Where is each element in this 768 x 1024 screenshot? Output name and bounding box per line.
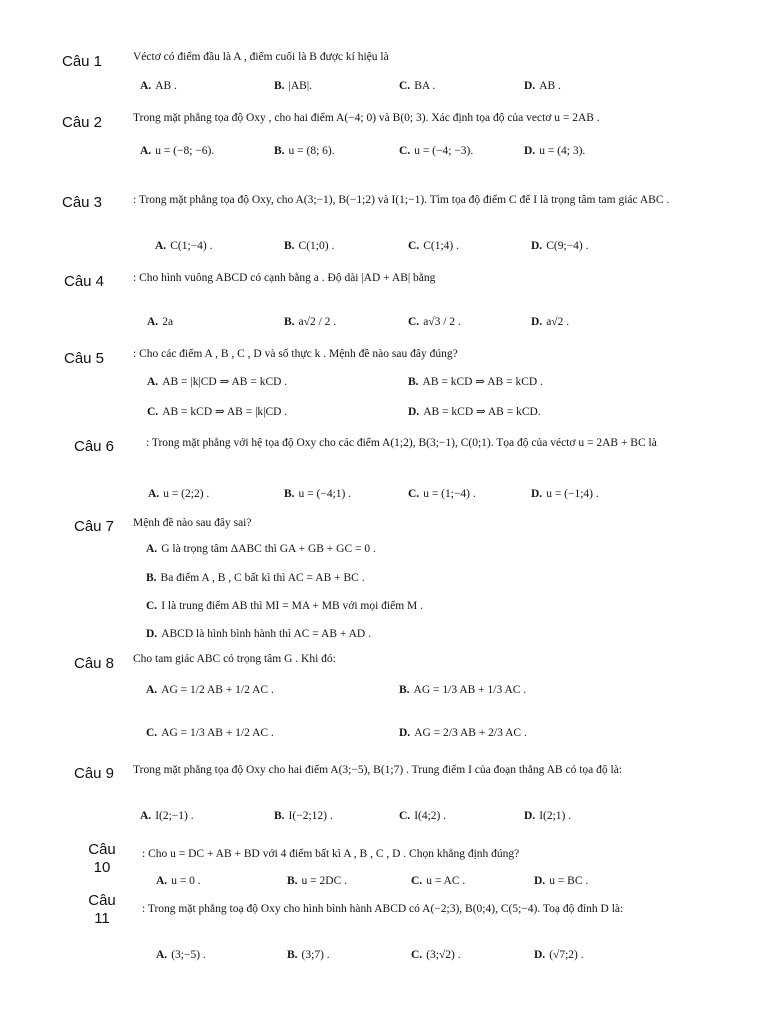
option-d: D. ABCD là hình bình hành thì AC = AB + AD . [146,628,371,640]
option-d: D. AB = kCD ⇒ AB = kCD. [408,406,541,418]
option-a: A. 2a [147,316,174,328]
option-d: D. I(2;1) . [524,810,572,822]
option-b: B. C(1;0) . [284,240,335,252]
option-a: A. u = (−8; −6). [140,145,215,157]
option-c: C. I là trung điểm AB thì MI = MA + MB với mọi điểm M . [146,600,424,612]
question-stem: Trong mặt phẳng tọa độ Oxy , cho hai điểm A(−4; 0) và B(0; 3). Xác định tọa độ của vectơ u = 2AB . [133,112,600,124]
option-c: C. I(4;2) . [399,810,447,822]
option-a: A. u = (2;2) . [148,488,210,500]
option-c: C. u = (1;−4) . [408,488,476,500]
option-a: A. C(1;−4) . [155,240,213,252]
question-label: Câu 6 [74,438,115,455]
option-a: A. G là trọng tâm ΔABC thì GA + GB + GC = 0 . [146,543,376,555]
option-d: D. AG = 2/3 AB + 2/3 AC . [399,727,527,739]
question-label: Câu 9 [74,765,115,782]
option-d: D. u = BC . [534,875,589,887]
option-c: C. C(1;4) . [408,240,459,252]
question-stem: : Trong mặt phẳng tọa độ Oxy, cho A(3;−1), B(−1;2) và I(1;−1). Tìm tọa độ điểm C để I là trọng tâm tam giác ABC . [133,194,670,206]
option-a: A. AG = 1/2 AB + 1/2 AC . [146,684,274,696]
question-label: Câu 2 [62,114,103,131]
option-d: D. a√2 . [531,316,570,328]
question-stem: Trong mặt phẳng tọa độ Oxy cho hai điểm A(3;−5), B(1;7) . Trung điểm I của đoạn thẳng AB có tọa độ là: [133,764,623,776]
question-label: Câu 5 [64,350,105,367]
option-a: A. (3;−5) . [156,949,206,961]
option-b: B. a√2 / 2 . [284,316,337,328]
option-a: A. u = 0 . [156,875,201,887]
option-d: D. u = (4; 3). [524,145,586,157]
option-b: B. Ba điểm A , B , C bất kì thì AC = AB + BC . [146,572,365,584]
option-c: C. AB = kCD ⇒ AB = |k|CD . [147,406,288,418]
question-label: Câu 10 [88,841,116,876]
option-c: C. BA . [399,80,436,92]
option-b: B. (3;7) . [287,949,330,961]
option-b: B. u = (−4;1) . [284,488,352,500]
option-b: B. AB = kCD ⇒ AB = kCD . [408,376,543,388]
question-label: Câu 7 [74,518,115,535]
question-stem: Véctơ có điểm đầu là A , điểm cuối là B được kí hiệu là [133,51,389,63]
question-stem: : Cho hình vuông ABCD có cạnh bằng a . Độ dài |AD + AB| bằng [133,272,436,284]
question-stem: Mệnh đề nào sau đây sai? [133,517,252,529]
question-label: Câu 3 [62,194,103,211]
option-d: D. AB . [524,80,561,92]
option-c: C. (3;√2) . [411,949,461,961]
question-label: Câu 8 [74,655,115,672]
question-stem: : Cho các điểm A , B , C , D và số thực k . Mệnh đề nào sau đây đúng? [133,348,458,360]
option-c: C. a√3 / 2 . [408,316,461,328]
option-d: D. C(9;−4) . [531,240,589,252]
option-b: B. I(−2;12) . [274,810,333,822]
question-stem: : Cho u = DC + AB + BD với 4 điểm bất kì A , B , C , D . Chọn khẳng định đúng? [142,848,520,860]
question-stem: : Trong mặt phẳng với hệ tọa độ Oxy cho các điểm A(1;2), B(3;−1), C(0;1). Tọa độ của véctơ u = 2AB + BC là [146,437,657,449]
option-b: B. |AB|. [274,80,313,92]
option-b: B. u = 2DC . [287,875,348,887]
option-d: D. u = (−1;4) . [531,488,599,500]
option-c: C. u = (−4; −3). [399,145,474,157]
option-a: A. AB . [140,80,177,92]
option-c: C. u = AC . [411,875,466,887]
question-label: Câu 1 [62,53,103,70]
option-a: A. I(2;−1) . [140,810,194,822]
question-label: Câu 4 [64,273,105,290]
option-a: A. AB = |k|CD ⇒ AB = kCD . [147,376,288,388]
question-stem: : Trong mặt phẳng toạ độ Oxy cho hình bình hành ABCD có A(−2;3), B(0;4), C(5;−4). Toạ độ đỉnh D là: [142,903,624,915]
option-d: D. (√7;2) . [534,949,584,961]
question-stem: Cho tam giác ABC có trọng tâm G . Khi đó: [133,653,336,665]
option-c: C. AG = 1/3 AB + 1/2 AC . [146,727,274,739]
option-b: B. u = (8; 6). [274,145,335,157]
question-label: Câu 11 [88,892,116,927]
option-b: B. AG = 1/3 AB + 1/3 AC . [399,684,527,696]
